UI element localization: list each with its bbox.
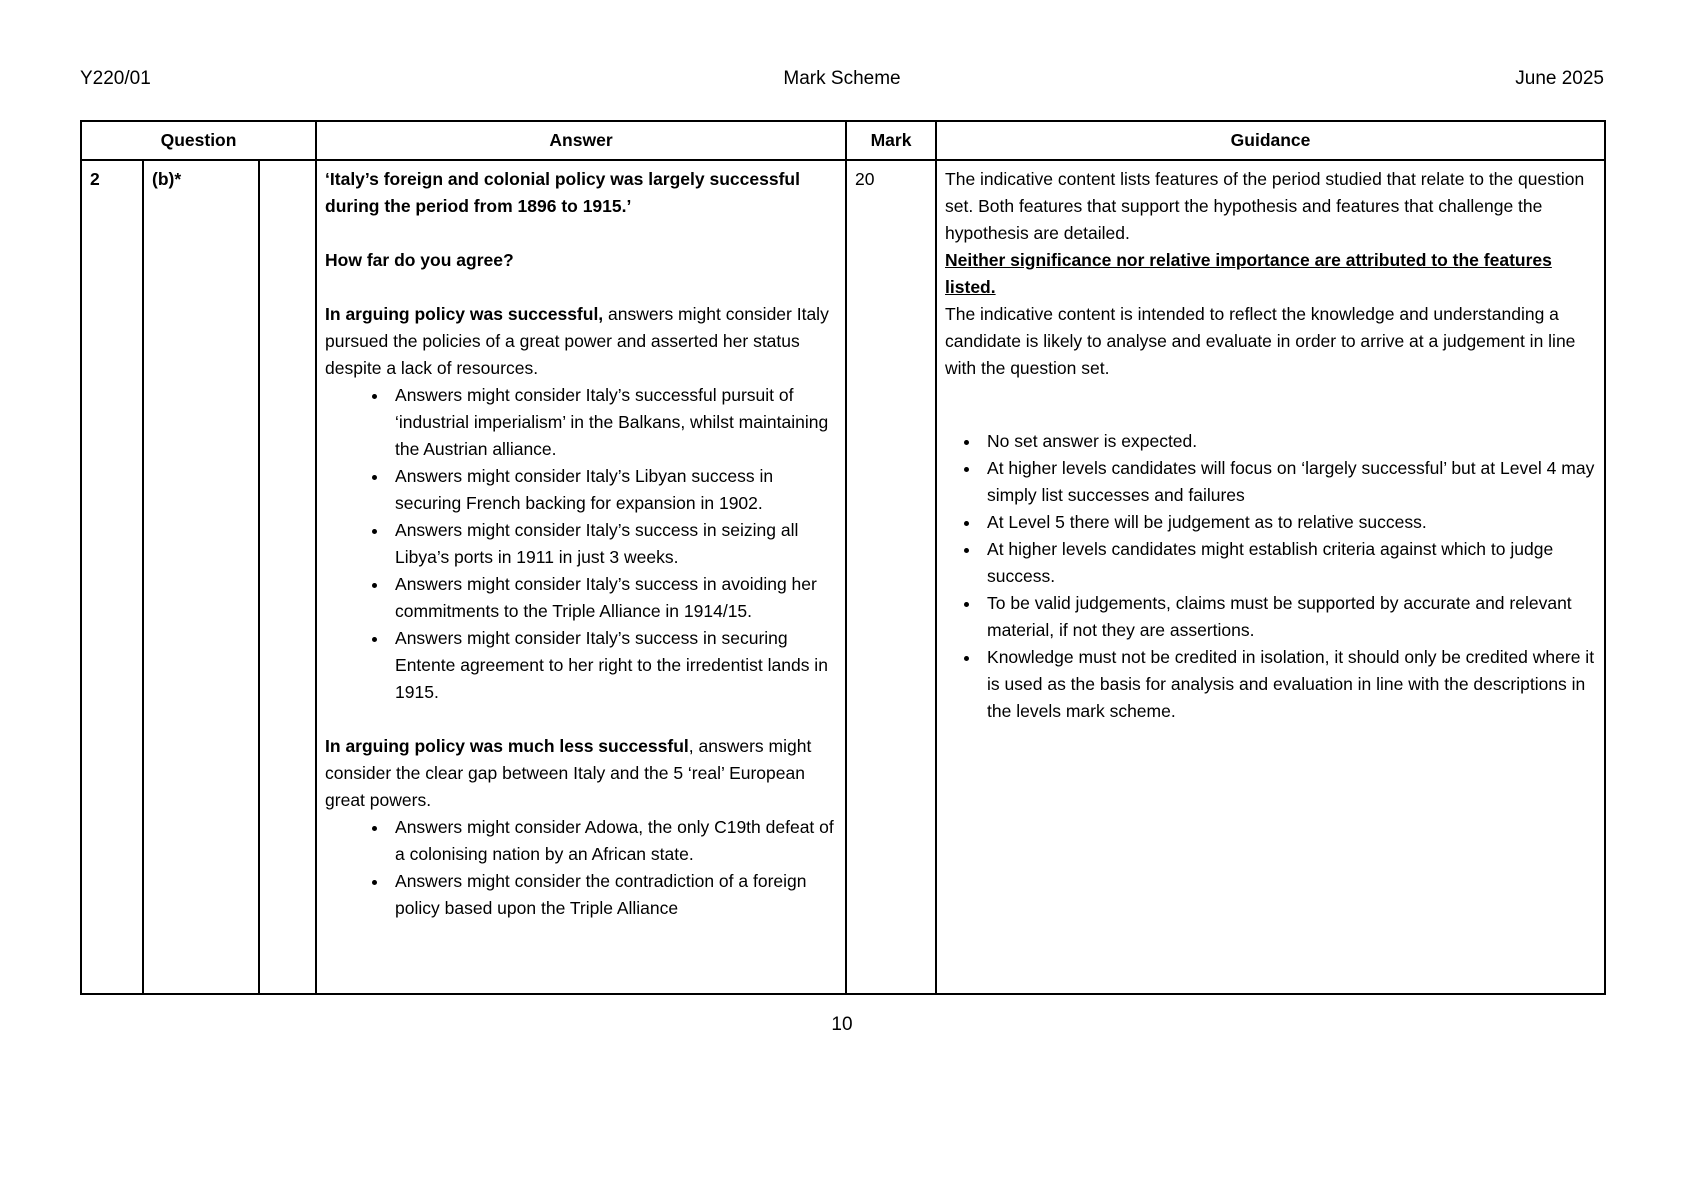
answer-bullet: • Answers might consider Italy’s success in avoiding her commitments to the Triple Alliance in 1914/15. [389, 571, 837, 625]
guidance-bullet: • No set answer is expected. [981, 428, 1596, 455]
table-row [81, 160, 1605, 994]
answer-argument-2 [325, 733, 837, 814]
guidance-bullet-list [945, 428, 1596, 725]
answer-bullet: • Answers might consider Italy’s success in securing Entente agreement to her right to the irredentist lands in 1915. [389, 625, 837, 706]
question-number-cell [81, 160, 143, 994]
column-header-question: Question [81, 121, 316, 160]
page-number: 10 [831, 1014, 853, 1035]
guidance-paragraph-2: The indicative content is intended to reflect the knowledge and understanding a candidate is likely to analyse and evaluate in order to arrive at a judgement in line with the question set. [945, 304, 1576, 378]
guidance-emphasis: Neither significance nor relative importance are attributed to the features listed. [945, 250, 1552, 297]
header-doc-code: Y220/01 [80, 68, 151, 89]
answer-bullet: • Answers might consider Italy’s successful pursuit of ‘industrial imperialism’ in the Balkans, whilst maintaining the Austrian alliance. [389, 382, 837, 463]
answer-bullet: • Answers might consider Italy’s success in seizing all Libya’s ports in 1911 in just 3 weeks. [389, 517, 837, 571]
question-part: (b)* [152, 169, 182, 189]
guidance-bullet: • At higher levels candidates will focus on ‘largely successful’ but at Level 4 may simply list successes and failures [981, 455, 1596, 509]
column-header-answer: Answer [316, 121, 846, 160]
guidance-bullet: • Knowledge must not be credited in isolation, it should only be credited where it is used as the basis for analysis and evaluation in line with the descriptions in the levels mark scheme. [981, 644, 1596, 725]
answer-argument-1-lead: In arguing policy was successful, [325, 304, 604, 324]
column-header-mark: Mark [846, 121, 936, 160]
answer-cell [316, 160, 846, 994]
guidance-cell [936, 160, 1605, 994]
header-title: Mark Scheme [783, 68, 901, 89]
answer-argument-1-text: answers might consider Italy pursued the policies of a great power and asserted her status despite a lack of resources. [325, 304, 829, 378]
question-part-cell [143, 160, 259, 994]
answer-quote: ‘Italy’s foreign and colonial policy was largely successful during the period from 1896 to 1915.’ [325, 169, 800, 216]
answer-bullet: • Answers might consider the contradiction of a foreign policy based upon the Triple Alliance [389, 868, 837, 922]
answer-bullet-list-2 [325, 814, 837, 922]
mark-cell [846, 160, 936, 994]
guidance-bullet: • At higher levels candidates might establish criteria against which to judge success. [981, 536, 1596, 590]
answer-bullet-list-1 [325, 382, 837, 706]
answer-argument-2-text: , answers might consider the clear gap between Italy and the 5 ‘real’ European great powers. [325, 736, 812, 810]
answer-argument-1 [325, 301, 837, 382]
document-header [80, 68, 1604, 90]
answer-bullet: • Answers might consider Adowa, the only C19th defeat of a colonising nation by an African state. [389, 814, 837, 868]
guidance-bullet: • To be valid judgements, claims must be supported by accurate and relevant material, if not they are assertions. [981, 590, 1596, 644]
guidance-bullet: • At Level 5 there will be judgement as to relative success. [981, 509, 1596, 536]
answer-bullet: • Answers might consider Italy’s Libyan success in securing French backing for expansion in 1902. [389, 463, 837, 517]
question-number: 2 [90, 169, 100, 189]
guidance-content [945, 166, 1596, 988]
answer-how-far: How far do you agree? [325, 250, 514, 270]
table-header-row [81, 121, 1605, 160]
mark-value: 20 [855, 169, 875, 189]
question-empty-cell [259, 160, 316, 994]
header-date: June 2025 [1515, 68, 1604, 89]
answer-content [325, 166, 837, 988]
guidance-paragraph-1: The indicative content lists features of the period studied that relate to the question set. Both features that support the hypothesis and features that challenge the hypothesis are detailed. [945, 169, 1585, 243]
mark-scheme-table [80, 120, 1606, 995]
column-header-guidance: Guidance [936, 121, 1605, 160]
answer-argument-2-lead: In arguing policy was much less successful [325, 736, 689, 756]
